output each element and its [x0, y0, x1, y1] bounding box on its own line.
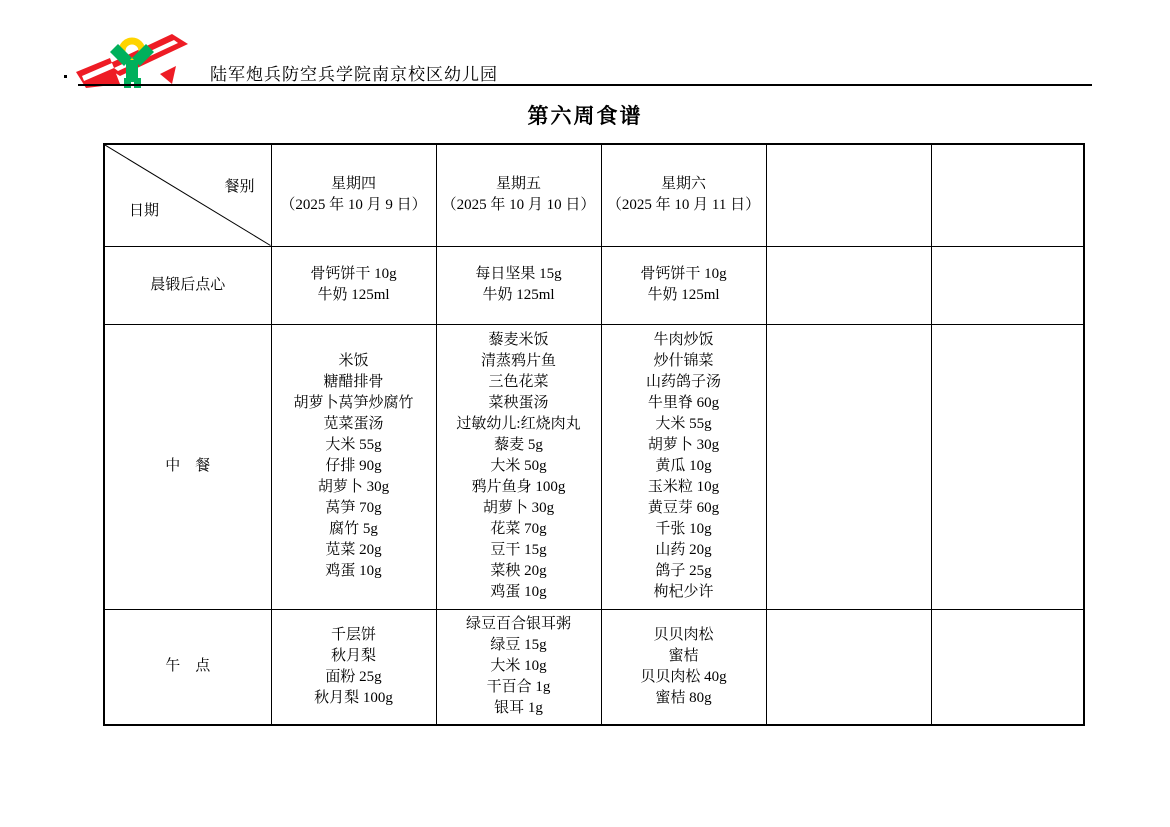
day-header-3 — [601, 144, 766, 246]
menu-cell — [601, 324, 766, 609]
weekday-label: 星期四 — [330, 176, 376, 193]
menu-line: 银耳 1g — [494, 700, 543, 717]
menu-line: 秋月梨 — [330, 647, 376, 664]
table-row — [104, 246, 1084, 324]
menu-line: 牛奶 125ml — [482, 287, 555, 303]
menu-line: 蜜桔 80g — [655, 689, 712, 706]
weekday-label: 星期五 — [495, 176, 541, 193]
date-label: （2025 年 10 月 9 日） — [280, 197, 427, 214]
menu-line: 豆干 15g — [490, 542, 547, 558]
corner-cell — [104, 144, 271, 246]
menu-line: 菜秧蛋汤 — [488, 395, 549, 411]
menu-line: 糖醋排骨 — [323, 374, 384, 390]
menu-cell — [931, 246, 1084, 324]
day-header-2 — [436, 144, 601, 246]
row-label: 午 点 — [104, 609, 271, 725]
organization-name: 陆军炮兵防空兵学院南京校区幼儿园 — [210, 65, 498, 84]
menu-line: 藜麦 5g — [494, 437, 543, 453]
menu-line: 米饭 — [338, 353, 369, 369]
date-label: （2025 年 10 月 11 日） — [606, 197, 761, 214]
menu-line: 花菜 70g — [490, 521, 547, 537]
menu-cell — [931, 609, 1084, 725]
menu-line: 鸦片鱼身 100g — [471, 479, 566, 495]
menu-line: 骨钙饼干 10g — [310, 266, 397, 282]
menu-cell — [436, 609, 601, 725]
page-header — [78, 30, 1092, 86]
menu-line: 千层饼 — [330, 626, 376, 643]
menu-line: 苋菜 20g — [325, 542, 382, 558]
menu-line: 黄豆芽 60g — [647, 500, 720, 516]
logo-graphic — [74, 32, 202, 88]
corner-date-label: 日期 — [129, 203, 160, 219]
menu-line: 牛奶 125ml — [317, 287, 390, 303]
menu-line: 鸡蛋 10g — [490, 584, 547, 600]
menu-line: 炒什锦菜 — [653, 353, 714, 369]
menu-line: 大米 55g — [325, 437, 382, 453]
menu-table — [103, 143, 1085, 726]
row-label: 晨锻后点心 — [104, 246, 271, 324]
menu-line: 腐竹 5g — [329, 521, 378, 537]
menu-cell — [601, 246, 766, 324]
menu-line: 牛奶 125ml — [647, 287, 720, 303]
menu-line: 贝贝肉松 40g — [640, 668, 727, 685]
menu-line: 菜秧 20g — [490, 563, 547, 579]
menu-cell — [601, 609, 766, 725]
menu-cell — [766, 324, 931, 609]
header-row — [104, 144, 1084, 246]
menu-cell — [766, 246, 931, 324]
menu-cell — [271, 609, 436, 725]
menu-line: 每日坚果 15g — [475, 266, 562, 282]
day-header-4 — [766, 144, 931, 246]
menu-line: 苋菜蛋汤 — [323, 416, 384, 432]
menu-line: 蜜桔 — [668, 647, 699, 664]
kindergarten-logo-icon — [74, 32, 202, 88]
menu-line: 胡萝卜 30g — [317, 479, 390, 495]
day-header-5 — [931, 144, 1084, 246]
page-title: 第六周食谱 — [527, 104, 643, 128]
menu-line: 绿豆百合银耳粥 — [465, 616, 571, 633]
menu-line: 鸡蛋 10g — [325, 563, 382, 579]
menu-cell — [436, 246, 601, 324]
menu-line: 枸杞少许 — [653, 584, 714, 600]
menu-body — [104, 246, 1084, 725]
corner-meal-label: 餐别 — [224, 179, 255, 195]
menu-line: 三色花菜 — [488, 374, 549, 390]
menu-line: 骨钙饼干 10g — [640, 266, 727, 282]
menu-line: 大米 10g — [490, 658, 547, 675]
day-header-1 — [271, 144, 436, 246]
menu-line: 大米 50g — [490, 458, 547, 474]
bullet-dot — [64, 75, 67, 78]
menu-cell — [271, 324, 436, 609]
menu-line: 藜麦米饭 — [488, 332, 549, 348]
menu-line: 山药鸽子汤 — [645, 374, 721, 390]
menu-line: 千张 10g — [655, 521, 712, 537]
menu-line: 胡萝卜 30g — [482, 500, 555, 516]
weekday-label: 星期六 — [660, 176, 706, 193]
menu-cell — [271, 246, 436, 324]
menu-cell — [766, 609, 931, 725]
menu-cell — [436, 324, 601, 609]
date-label: （2025 年 10 月 10 日） — [441, 197, 596, 214]
menu-line: 山药 20g — [655, 542, 712, 558]
menu-line: 秋月梨 100g — [314, 689, 393, 706]
menu-line: 面粉 25g — [325, 668, 382, 685]
table-row — [104, 609, 1084, 725]
menu-line: 干百合 1g — [486, 679, 551, 696]
menu-line: 牛肉炒饭 — [653, 332, 714, 348]
menu-line: 玉米粒 10g — [647, 479, 720, 495]
header-divider — [78, 84, 1092, 86]
row-label: 中 餐 — [104, 324, 271, 609]
menu-line: 大米 55g — [655, 416, 712, 432]
menu-line: 牛里脊 60g — [647, 395, 720, 411]
menu-line: 仔排 90g — [325, 458, 382, 474]
menu-line: 莴笋 70g — [325, 500, 382, 516]
menu-line: 贝贝肉松 — [653, 626, 714, 643]
menu-line: 鸽子 25g — [655, 563, 712, 579]
menu-cell — [931, 324, 1084, 609]
menu-line: 清蒸鸦片鱼 — [480, 353, 556, 369]
table-row — [104, 324, 1084, 609]
menu-line: 胡萝卜莴笋炒腐竹 — [293, 395, 414, 411]
menu-line: 绿豆 15g — [490, 637, 547, 654]
menu-line: 过敏幼儿:红烧肉丸 — [456, 416, 581, 432]
menu-line: 黄瓜 10g — [655, 458, 712, 474]
menu-line: 胡萝卜 30g — [647, 437, 720, 453]
